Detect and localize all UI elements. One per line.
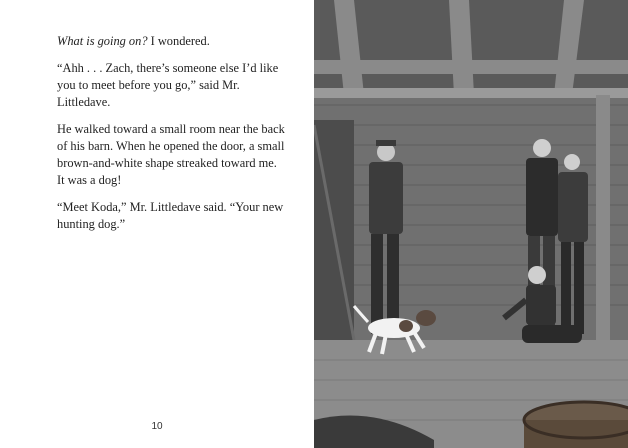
barrel — [524, 402, 628, 448]
paragraph-3: He walked toward a small room near the back of his barn. When he opened the door, a small brown-and-white shape streaked toward me. It was a dog! — [57, 122, 285, 187]
barn-illustration — [314, 0, 628, 448]
paragraph-1 — [57, 33, 287, 50]
paragraph-1-rest: I wondered. — [147, 34, 210, 48]
italic-thought: What is going on? — [57, 34, 148, 48]
page-number: 10 — [151, 421, 163, 432]
paragraph-2: “Ahh . . . Zach, there’s someone else I’d like you to meet before you go,” said Mr. Littledave. — [57, 61, 279, 109]
paragraph-4: “Meet Koda,” Mr. Littledave said. “Your new hunting dog.” — [57, 200, 284, 231]
illustration-page — [314, 0, 628, 448]
barn-post — [596, 95, 610, 345]
story-text — [57, 33, 287, 243]
